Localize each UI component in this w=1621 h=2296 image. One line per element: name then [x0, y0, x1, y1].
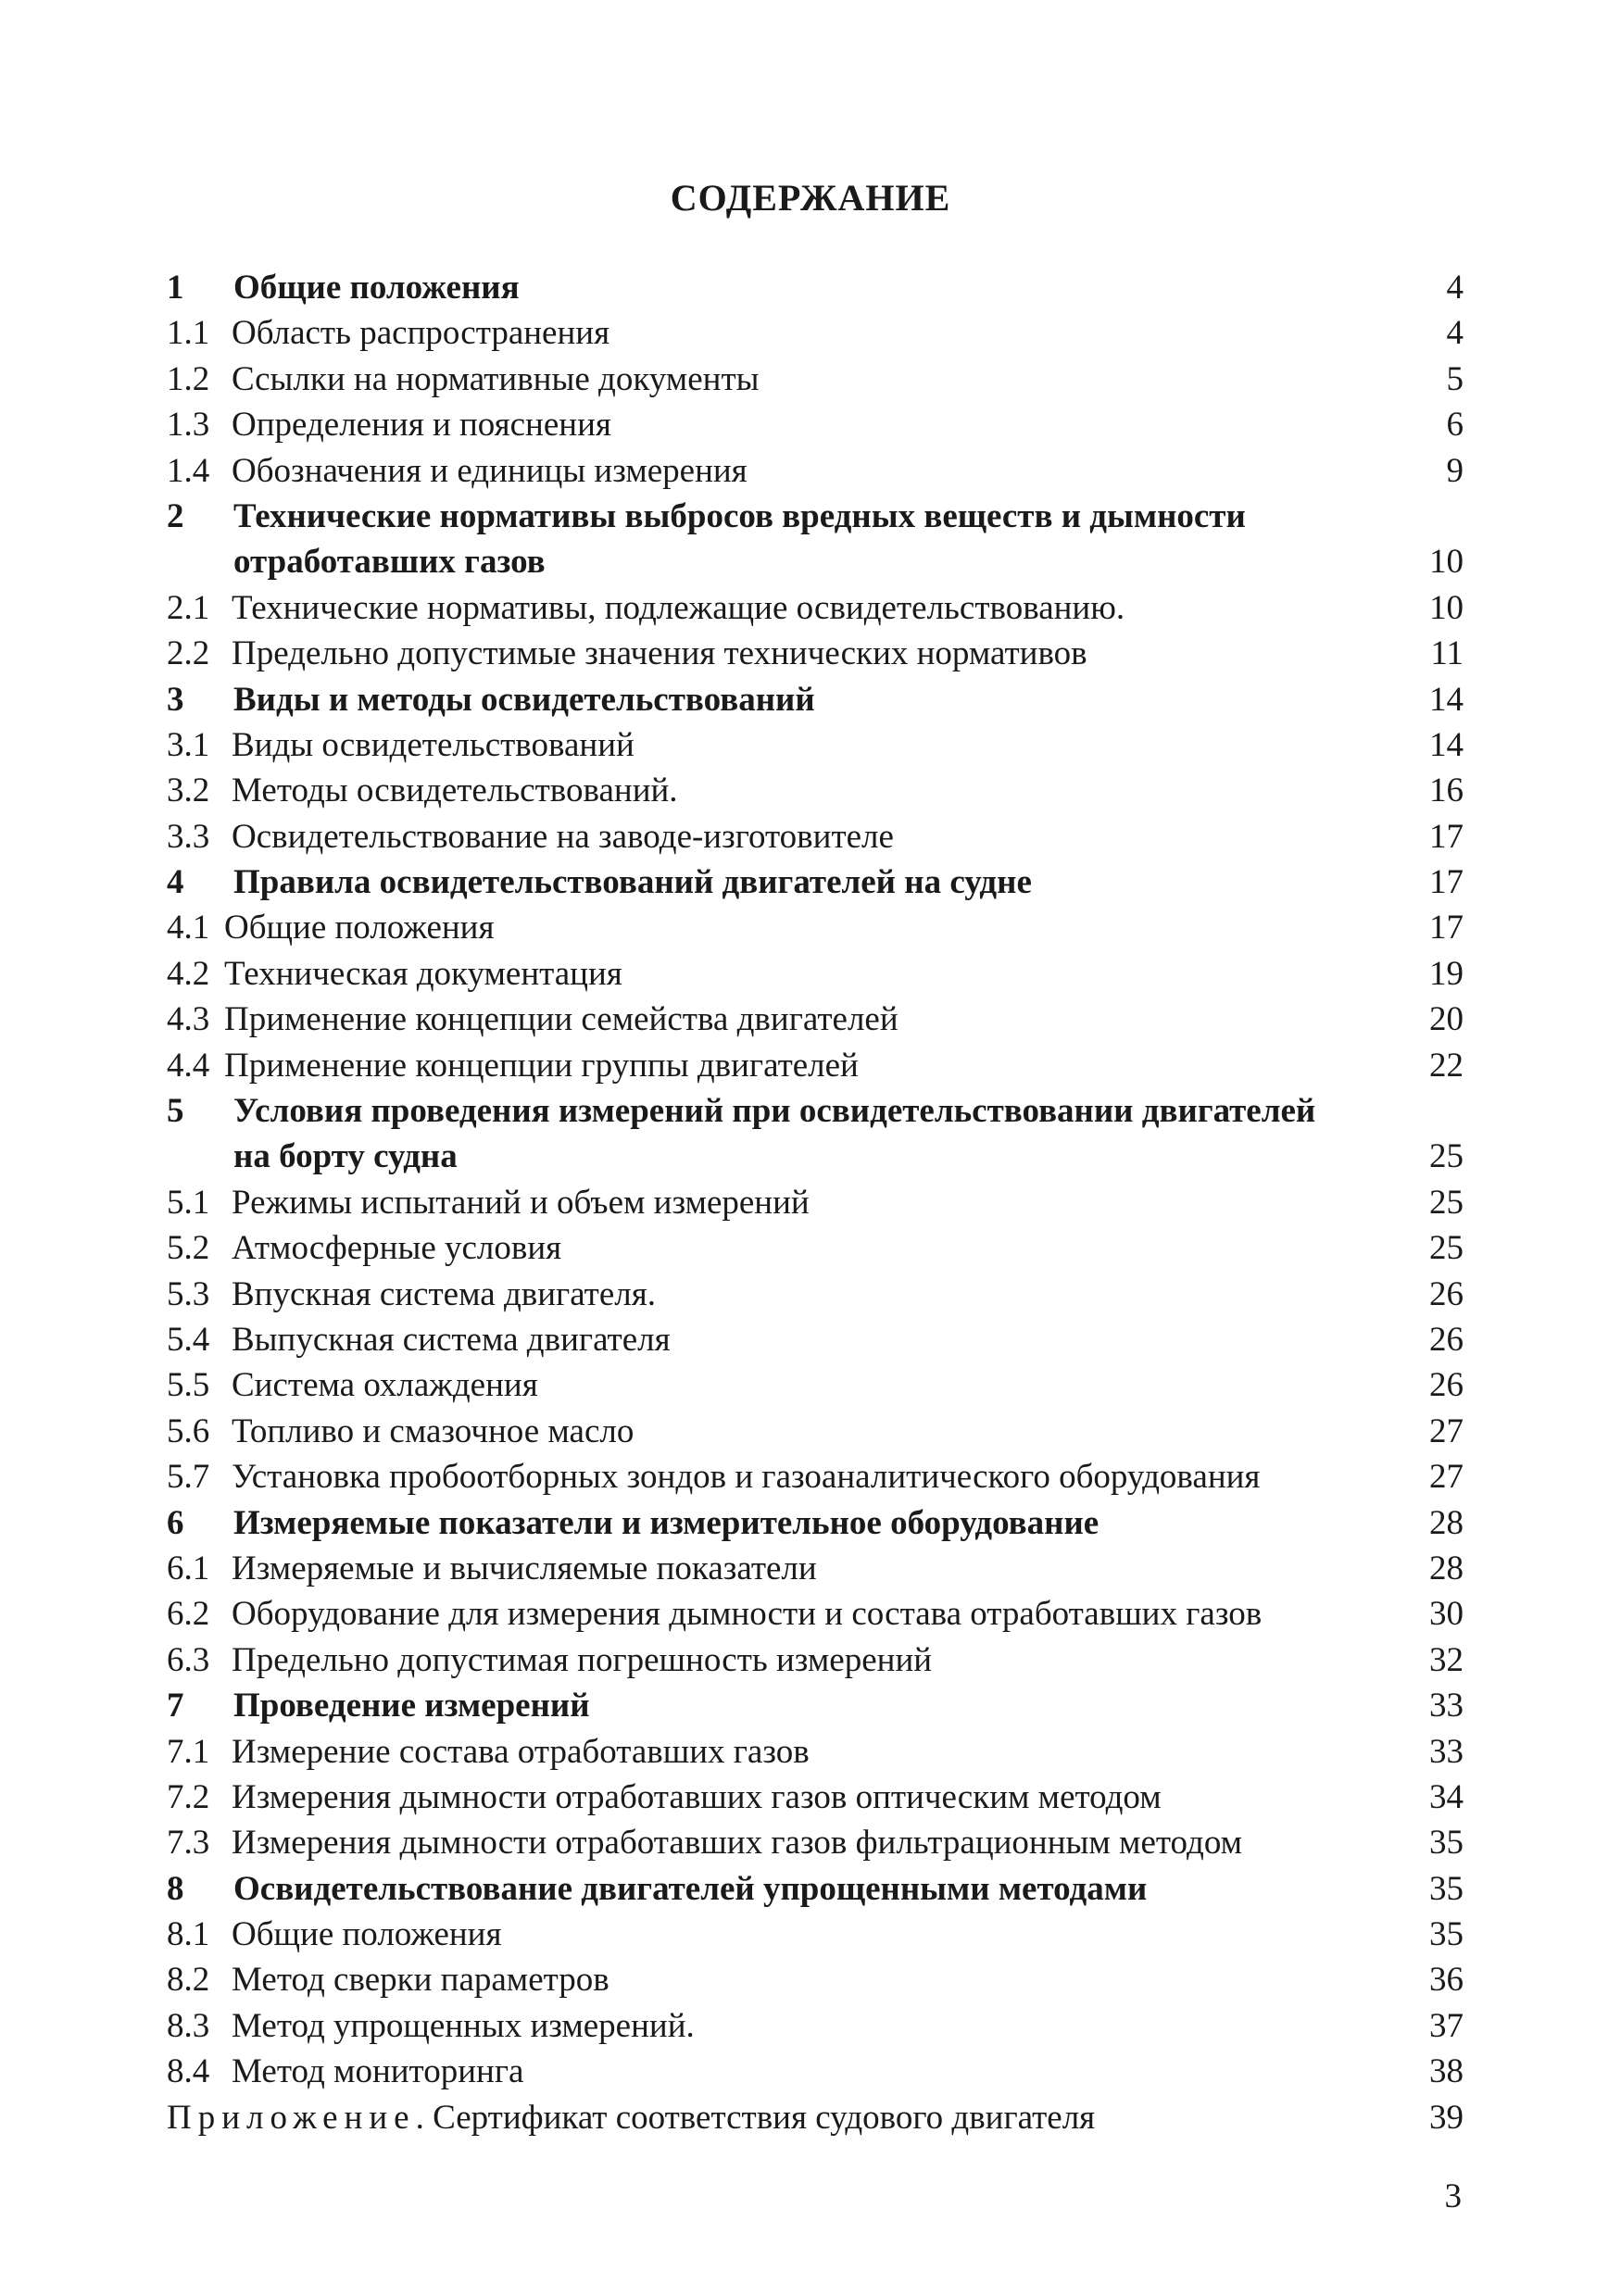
toc-entry-title: Ссылки на нормативные документы: [232, 360, 764, 398]
toc-entry-title: Впускная система двигателя.: [232, 1275, 661, 1313]
toc-entry-number: 4: [167, 863, 184, 902]
toc-entry-number: 7.1: [167, 1732, 210, 1771]
toc-entry-page: 34: [1429, 1777, 1464, 1816]
toc-entry[interactable]: [167, 1683, 1464, 1728]
toc-entry-title: Выпускная система двигателя: [232, 1321, 676, 1359]
toc-entry-number: 1.3: [167, 406, 210, 445]
toc-entry-page: 10: [1429, 543, 1464, 582]
toc-entry-number: 5.1: [167, 1183, 210, 1222]
toc-entry[interactable]: [167, 1729, 1464, 1775]
toc-entry-title: Виды и методы освидетельствований: [233, 681, 821, 719]
toc-entry[interactable]: [167, 1546, 1464, 1591]
toc-entry[interactable]: [167, 448, 1464, 494]
toc-entry[interactable]: [167, 1591, 1464, 1637]
toc-entry-number: 2: [167, 496, 184, 535]
toc-entry-page: 25: [1429, 1137, 1464, 1176]
toc-entry-number: 7: [167, 1687, 184, 1725]
toc-entry-title-wrap: [232, 1637, 1334, 1683]
toc-entry-page: 4: [1446, 269, 1464, 307]
toc-entry-number: 8.2: [167, 1961, 210, 2000]
toc-entry[interactable]: [167, 1362, 1464, 1408]
toc-entry-page: 20: [1429, 1000, 1464, 1039]
toc-entry-title-wrap: [232, 1362, 1334, 1408]
toc-entry-title: Измерение состава отработавших газов: [232, 1733, 815, 1771]
toc-entry-page: 35: [1429, 1824, 1464, 1863]
toc-entry-page: 35: [1429, 1869, 1464, 1908]
toc-entry-title-wrap: [233, 539, 1334, 584]
toc-entry[interactable]: [167, 1500, 1464, 1546]
toc-entry-title-wrap: [224, 951, 1334, 997]
toc-entry[interactable]: [167, 1043, 1464, 1088]
toc-entry-page: 11: [1430, 634, 1464, 673]
toc-entry-number: 6.3: [167, 1640, 210, 1679]
toc-entry-page: 14: [1429, 680, 1464, 719]
toc-entry-number: 5.3: [167, 1274, 210, 1313]
toc-entry[interactable]: [167, 1775, 1464, 1820]
toc-entry-title-wrap: [224, 997, 1334, 1042]
toc-entry-page: 9: [1446, 451, 1464, 490]
toc-entry[interactable]: [167, 631, 1464, 676]
toc-entry-title-wrap: [232, 357, 1334, 402]
toc-entry[interactable]: [167, 1272, 1464, 1317]
toc-entry-page: 25: [1429, 1183, 1464, 1222]
toc-entry[interactable]: [167, 1820, 1464, 1865]
appendix-prefix: Приложение: [167, 2098, 416, 2137]
toc-entry-title: Измерения дымности отработавших газов фильтрационным методом: [232, 1824, 1248, 1862]
toc-entry-page: 4: [1446, 314, 1464, 353]
toc-entry-title: Измерения дымности отработавших газов оптическим методом: [232, 1778, 1167, 1816]
toc-entry[interactable]: [167, 951, 1464, 997]
toc-entry-title-wrap: [232, 310, 1334, 356]
toc-entry-title-wrap: [232, 1912, 1334, 1957]
toc-entry-number: 4.4: [167, 1046, 210, 1085]
toc-entry-title: Обозначения и единицы измерения: [232, 452, 753, 490]
toc-entry-title: на борту судна: [233, 1137, 463, 1175]
toc-entry[interactable]: [167, 494, 1464, 539]
toc-entry-page: 26: [1429, 1320, 1464, 1359]
toc-entry-title-wrap: [232, 1272, 1334, 1317]
table-of-contents: [167, 265, 1464, 2140]
toc-entry-title-wrap: [233, 1683, 1334, 1728]
toc-entry-number: 3.3: [167, 817, 210, 856]
toc-entry-title-wrap: [232, 1409, 1334, 1454]
page-number: 3: [1444, 2177, 1462, 2215]
toc-entry-title-wrap: [232, 1775, 1334, 1820]
page-title: СОДЕРЖАНИЕ: [670, 177, 951, 219]
toc-entry-title-wrap: [232, 768, 1334, 813]
toc-entry-title-wrap: [232, 1546, 1334, 1591]
toc-entry-page: 22: [1429, 1046, 1464, 1085]
toc-entry-page: 19: [1429, 954, 1464, 993]
toc-entry[interactable]: [167, 1225, 1464, 1271]
toc-entry-title: Общие положения: [224, 909, 499, 947]
toc-entry-title-wrap: [233, 1134, 1334, 1179]
toc-entry-page: 35: [1429, 1915, 1464, 1954]
toc-entry-number: 2.1: [167, 588, 210, 627]
toc-entry-title: Режимы испытаний и объем измерений: [232, 1184, 815, 1222]
toc-entry-title: Условия проведения измерений при освидетельствовании двигателей: [233, 1092, 1321, 1130]
toc-entry-title: отработавших газов: [233, 543, 551, 581]
toc-entry-title: Применение концепции семейства двигателей: [224, 1000, 904, 1038]
toc-entry-title: Проведение измерений: [233, 1687, 596, 1725]
toc-entry[interactable]: [167, 1088, 1464, 1134]
toc-entry-number: 3: [167, 680, 184, 719]
toc-entry-number: 2.2: [167, 634, 210, 673]
toc-entry-title: Применение концепции группы двигателей: [224, 1047, 864, 1085]
toc-entry[interactable]: [167, 1454, 1464, 1499]
toc-entry-title-wrap: [232, 2049, 1334, 2094]
toc-entry-title-wrap: [233, 494, 1334, 539]
toc-entry[interactable]: [167, 677, 1464, 722]
toc-entry-number: 7.2: [167, 1777, 210, 1816]
appendix-label: . Сертификат соответствия судового двигателя: [415, 2098, 1096, 2137]
toc-entry-title: Атмосферные условия: [232, 1229, 567, 1267]
toc-entry[interactable]: [167, 859, 1464, 905]
toc-entry-page: 16: [1429, 772, 1464, 810]
toc-entry-title: Измеряемые показатели и измерительное оборудование: [233, 1504, 1104, 1542]
toc-entry-number: 1.2: [167, 359, 210, 398]
toc-entry-number: 5.2: [167, 1229, 210, 1268]
toc-entry-title-wrap: [232, 585, 1334, 631]
toc-entry[interactable]: [167, 585, 1464, 631]
toc-appendix-title: [167, 2099, 1100, 2137]
toc-entry-title-wrap: [232, 814, 1334, 859]
toc-entry-appendix[interactable]: [167, 2095, 1464, 2140]
toc-entry-number: 8.3: [167, 2006, 210, 2045]
toc-entry-page: 25: [1429, 1229, 1464, 1268]
toc-entry-title: Оборудование для измерения дымности и состава отработавших газов: [232, 1595, 1267, 1633]
toc-entry-number: 5.7: [167, 1458, 210, 1497]
toc-entry-title: Освидетельствование на заводе-изготовителе: [232, 818, 899, 856]
toc-entry[interactable]: [167, 1957, 1464, 2002]
toc-entry-title-wrap: [232, 631, 1334, 676]
toc-entry[interactable]: [167, 357, 1464, 402]
toc-entry-page: 17: [1429, 863, 1464, 902]
toc-entry[interactable]: [167, 1180, 1464, 1225]
toc-entry-title: Общие положения: [232, 1915, 507, 1953]
toc-entry-number: 5.5: [167, 1366, 210, 1405]
toc-entry-number: 8: [167, 1869, 184, 1908]
toc-entry-title: Метод сверки параметров: [232, 1961, 615, 1999]
toc-entry-title: Область распространения: [232, 314, 615, 352]
toc-entry-title: Правила освидетельствований двигателей на судне: [233, 863, 1037, 901]
toc-entry-number: 4.3: [167, 1000, 210, 1039]
toc-entry[interactable]: [167, 402, 1464, 447]
toc-entry-page: 5: [1446, 359, 1464, 398]
toc-entry-title: Метод упрощенных измерений.: [232, 2007, 700, 2045]
toc-entry[interactable]: [167, 1912, 1464, 1957]
toc-entry-title-wrap: [233, 1088, 1334, 1134]
toc-entry-page: 27: [1429, 1411, 1464, 1450]
toc-entry-number: 8.1: [167, 1915, 210, 1954]
toc-entry-page: 30: [1429, 1595, 1464, 1634]
toc-entry-title: Общие положения: [233, 269, 525, 307]
toc-entry-page: 38: [1429, 2052, 1464, 2091]
toc-entry-title: Предельно допустимая погрешность измерений: [232, 1641, 937, 1679]
toc-entry-number: 1.1: [167, 314, 210, 353]
toc-entry-page: 36: [1429, 1961, 1464, 2000]
toc-entry-title-wrap: [232, 1454, 1334, 1499]
toc-entry-title: Система охлаждения: [232, 1366, 544, 1404]
toc-entry-title-wrap: [233, 677, 1334, 722]
toc-entry-number: 5.6: [167, 1411, 210, 1450]
toc-entry-title: Топливо и смазочное масло: [232, 1412, 639, 1450]
toc-entry-title-wrap: [232, 2003, 1334, 2049]
toc-entry[interactable]: [167, 265, 1464, 310]
toc-entry-number: 3.2: [167, 772, 210, 810]
toc-entry[interactable]: [167, 1637, 1464, 1683]
toc-entry-number: 3.1: [167, 725, 210, 764]
toc-entry-title-wrap: [232, 1820, 1334, 1865]
toc-entry-title-wrap: [224, 1043, 1334, 1088]
toc-entry-page: 26: [1429, 1366, 1464, 1405]
toc-entry-page: 37: [1429, 2006, 1464, 2045]
toc-entry-title: Измеряемые и вычисляемые показатели: [232, 1549, 823, 1587]
toc-entry-title-wrap: [232, 1729, 1334, 1775]
toc-entry-page: 27: [1429, 1458, 1464, 1497]
toc-entry-title: Определения и пояснения: [232, 406, 617, 444]
toc-entry-number: 6.1: [167, 1549, 210, 1587]
toc-entry[interactable]: [167, 1409, 1464, 1454]
toc-entry-title: Технические нормативы, подлежащие освидетельствованию.: [232, 589, 1130, 627]
toc-entry-title-wrap: [233, 265, 1334, 310]
toc-appendix-page: 39: [1429, 2098, 1464, 2137]
toc-entry-page: 32: [1429, 1640, 1464, 1679]
toc-entry-number: 7.3: [167, 1824, 210, 1863]
toc-entry-title: Технические нормативы выбросов вредных веществ и дымности: [233, 497, 1251, 535]
toc-entry[interactable]: [167, 2049, 1464, 2094]
toc-entry-page: 33: [1429, 1687, 1464, 1725]
toc-entry-page: 10: [1429, 588, 1464, 627]
toc-entry-title-wrap: [233, 1866, 1334, 1912]
toc-entry[interactable]: [167, 2003, 1464, 2049]
toc-appendix-title-wrap: [167, 2095, 1334, 2140]
toc-entry[interactable]: [167, 768, 1464, 813]
toc-entry-title: Освидетельствование двигателей упрощенными методами: [233, 1870, 1152, 1908]
toc-entry-page: 28: [1429, 1549, 1464, 1587]
toc-entry-title: Предельно допустимые значения технических нормативов: [232, 634, 1093, 672]
toc-entry[interactable]: [167, 722, 1464, 768]
toc-entry-title-wrap: [232, 722, 1334, 768]
toc-entry-title: Техническая документация: [224, 955, 628, 993]
toc-entry-title: Методы освидетельствований.: [232, 772, 684, 809]
toc-entry[interactable]: [167, 1317, 1464, 1362]
toc-entry-title-wrap: [232, 448, 1334, 494]
toc-entry-page: 17: [1429, 909, 1464, 947]
toc-entry-title-wrap: [232, 402, 1334, 447]
toc-entry-page: 28: [1429, 1503, 1464, 1542]
toc-entry[interactable]: [167, 814, 1464, 859]
toc-entry-title-wrap: [233, 1500, 1334, 1546]
toc-entry-number: 5: [167, 1092, 184, 1131]
toc-entry-title-wrap: [224, 905, 1334, 950]
toc-entry[interactable]: [167, 905, 1464, 950]
toc-entry[interactable]: [167, 539, 1464, 584]
toc-entry-title-wrap: [233, 859, 1334, 905]
toc-entry-page: 14: [1429, 725, 1464, 764]
toc-entry-title: Метод мониторинга: [232, 2052, 529, 2090]
toc-entry-page: 26: [1429, 1274, 1464, 1313]
toc-entry[interactable]: [167, 310, 1464, 356]
toc-entry-number: 5.4: [167, 1320, 210, 1359]
toc-entry-number: 6: [167, 1503, 184, 1542]
toc-entry-number: 4.2: [167, 954, 210, 993]
toc-entry-number: 1: [167, 269, 184, 307]
toc-entry[interactable]: [167, 1866, 1464, 1912]
toc-entry-title-wrap: [232, 1180, 1334, 1225]
toc-entry[interactable]: [167, 997, 1464, 1042]
toc-entry-number: 4.1: [167, 909, 210, 947]
toc-entry[interactable]: [167, 1134, 1464, 1179]
toc-entry-title-wrap: [232, 1225, 1334, 1271]
toc-entry-page: 17: [1429, 817, 1464, 856]
toc-entry-page: 33: [1429, 1732, 1464, 1771]
toc-entry-title: Установка пробоотборных зондов и газоаналитического оборудования: [232, 1458, 1265, 1496]
toc-entry-number: 8.4: [167, 2052, 210, 2091]
toc-entry-number: 6.2: [167, 1595, 210, 1634]
toc-entry-page: 6: [1446, 406, 1464, 445]
toc-entry-title: Виды освидетельствований: [232, 726, 640, 764]
toc-entry-title-wrap: [232, 1317, 1334, 1362]
toc-entry-title-wrap: [232, 1591, 1334, 1637]
toc-entry-number: 1.4: [167, 451, 210, 490]
toc-entry-title-wrap: [232, 1957, 1334, 2002]
